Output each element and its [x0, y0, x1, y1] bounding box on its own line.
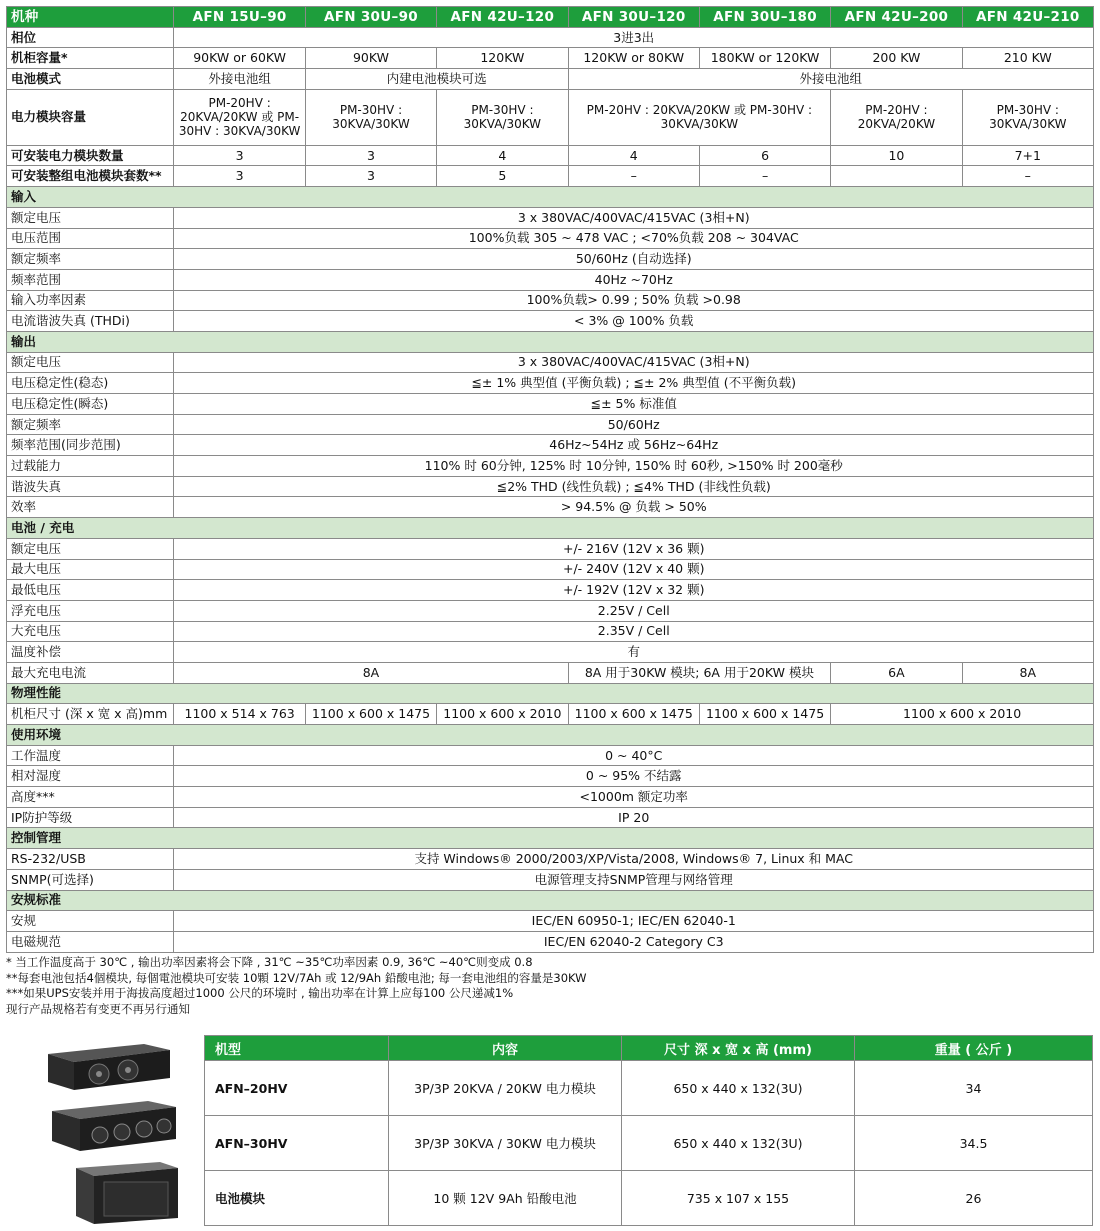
section-header [7, 518, 1094, 539]
row-label: 额定电压 [7, 207, 174, 228]
header-cell: AFN 30U–120 [568, 7, 699, 28]
row-label: 机柜尺寸 (深 x 宽 x 高)mm [7, 704, 174, 725]
table-row [7, 373, 1094, 394]
row-value: 电源管理支持SNMP管理与网络管理 [174, 869, 1094, 890]
table-row [7, 414, 1094, 435]
cell: 1100 x 600 x 1475 [568, 704, 699, 725]
row-value: 0 ~ 95% 不结露 [174, 766, 1094, 787]
footnote: * 当工作温度高于 30℃ , 输出功率因素将会下降 , 31℃ ~35℃功率因素 0.9, 36℃ ~40℃则变成 0.8 [6, 955, 533, 969]
row-value: +/- 240V (12V x 40 颗) [174, 559, 1094, 580]
cell: AFN–20HV [205, 1061, 389, 1116]
row-label: 机柜容量* [7, 48, 174, 69]
table-row [7, 394, 1094, 415]
row-value: <1000m 额定功率 [174, 787, 1094, 808]
header-cell: 机型 [205, 1036, 389, 1061]
cell: PM-20HV : 20KVA/20KW 或 PM-30HV : 30KVA/30KW [174, 89, 305, 145]
cell: PM-20HV : 20KVA/20KW 或 PM-30HV : 30KVA/30KW [568, 89, 831, 145]
table-row [7, 89, 1094, 145]
row-label: RS-232/USB [7, 849, 174, 870]
row-value: 0 ~ 40°C [174, 745, 1094, 766]
row-label: IP防护等级 [7, 807, 174, 828]
row-label: 大充电压 [7, 621, 174, 642]
footnote: 现行产品规格若有变更不再另行通知 [6, 1001, 190, 1016]
row-value: IEC/EN 62040-2 Category C3 [174, 931, 1094, 952]
header-cell: 尺寸 深 x 宽 x 高 (mm) [622, 1036, 855, 1061]
cell: 电池模块 [205, 1171, 389, 1226]
cell: 650 x 440 x 132(3U) [622, 1116, 855, 1171]
cell: 5 [437, 166, 568, 187]
row-value: +/- 216V (12V x 36 颗) [174, 538, 1094, 559]
table-row [7, 497, 1094, 518]
header-cell: 机种 [7, 7, 174, 28]
power-module-20hv-image [44, 1040, 172, 1092]
table-row [7, 704, 1094, 725]
footnotes [6, 955, 587, 1017]
row-value: 50/60Hz [174, 414, 1094, 435]
row-value: < 3% @ 100% 负载 [174, 311, 1094, 332]
table-row [7, 456, 1094, 477]
row-label: 最大电压 [7, 559, 174, 580]
table-row [7, 849, 1094, 870]
cell: PM-20HV : 20KVA/20KW [831, 89, 962, 145]
table-row [7, 600, 1094, 621]
section-title: 电池 / 充电 [7, 518, 1094, 539]
section-title: 输出 [7, 331, 1094, 352]
row-label: 温度补偿 [7, 642, 174, 663]
cell: 120KW or 80KW [568, 48, 699, 69]
table-row [7, 48, 1094, 69]
header-cell: AFN 42U–120 [437, 7, 568, 28]
cell: – [962, 166, 1093, 187]
table-row [7, 269, 1094, 290]
cell: – [699, 166, 830, 187]
section-title: 使用环境 [7, 725, 1094, 746]
table-row [205, 1171, 1093, 1226]
section-title: 输入 [7, 187, 1094, 208]
section-title: 物理性能 [7, 683, 1094, 704]
cell: 1100 x 600 x 1475 [699, 704, 830, 725]
row-label: 最低电压 [7, 580, 174, 601]
table-row [7, 476, 1094, 497]
cell: 6A [831, 662, 962, 683]
table-row [7, 559, 1094, 580]
row-label: 谐波失真 [7, 476, 174, 497]
section-title: 安规标准 [7, 890, 1094, 911]
section-title: 控制管理 [7, 828, 1094, 849]
row-label: 过载能力 [7, 456, 174, 477]
row-label: 电压范围 [7, 228, 174, 249]
footnote: ***如果UPS安装并用于海拔高度超过1000 公尺的环境时 , 输出功率在计算上应每100 公尺递减1% [6, 986, 514, 1000]
row-label: 可安装整组电池模块套数** [7, 166, 174, 187]
row-label: 电磁规范 [7, 931, 174, 952]
row-label: 效率 [7, 497, 174, 518]
row-label: 频率范围(同步范围) [7, 435, 174, 456]
cell: 外接电池组 [568, 69, 1093, 90]
row-value: 3 x 380VAC/400VAC/415VAC (3相+N) [174, 207, 1094, 228]
header-cell: AFN 15U–90 [174, 7, 305, 28]
cell: 90KW [305, 48, 436, 69]
row-label: 浮充电压 [7, 600, 174, 621]
row-label: 相对湿度 [7, 766, 174, 787]
row-value: IP 20 [174, 807, 1094, 828]
table-row [7, 145, 1094, 166]
section-header [7, 331, 1094, 352]
row-value: 2.25V / Cell [174, 600, 1094, 621]
row-label: 频率范围 [7, 269, 174, 290]
footnote: **每套电池包括4個模块, 每個電池模块可安装 10顆 12V/7Ah 或 12/9Ah 鉛酸电池; 每一套电池组的容量是30KW [6, 970, 587, 985]
row-value: 有 [174, 642, 1094, 663]
row-label: 额定频率 [7, 249, 174, 270]
row-value: 100%负载> 0.99 ; 50% 负载 >0.98 [174, 290, 1094, 311]
section-header [7, 187, 1094, 208]
row-value: IEC/EN 60950-1; IEC/EN 62040-1 [174, 911, 1094, 932]
table-row [7, 745, 1094, 766]
section-header [7, 725, 1094, 746]
table-row [7, 869, 1094, 890]
cell: 90KW or 60KW [174, 48, 305, 69]
cell: 34 [855, 1061, 1093, 1116]
row-value: 3进3出 [174, 27, 1094, 48]
row-value: 支持 Windows® 2000/2003/XP/Vista/2008, Windows® 7, Linux 和 MAC [174, 849, 1094, 870]
row-value: +/- 192V (12V x 32 颗) [174, 580, 1094, 601]
row-label: 高度*** [7, 787, 174, 808]
table-row [7, 352, 1094, 373]
cell: 1100 x 600 x 2010 [831, 704, 1094, 725]
cell: 10 [831, 145, 962, 166]
cell: 650 x 440 x 132(3U) [622, 1061, 855, 1116]
cell: 4 [568, 145, 699, 166]
table-row [205, 1061, 1093, 1116]
header-cell: AFN 30U–90 [305, 7, 436, 28]
cell: – [568, 166, 699, 187]
module-header-row [205, 1036, 1093, 1061]
row-value: 50/60Hz (自动选择) [174, 249, 1094, 270]
row-value: 3 x 380VAC/400VAC/415VAC (3相+N) [174, 352, 1094, 373]
cell: PM-30HV : 30KVA/30KW [437, 89, 568, 145]
table-row [7, 166, 1094, 187]
table-row [7, 311, 1094, 332]
table-row [7, 807, 1094, 828]
table-row [7, 621, 1094, 642]
power-module-30hv-image [48, 1097, 178, 1153]
table-row [7, 538, 1094, 559]
header-cell: AFN 30U–180 [699, 7, 830, 28]
row-label: 相位 [7, 27, 174, 48]
cell: 3 [305, 145, 436, 166]
table-row [7, 931, 1094, 952]
section-header [7, 828, 1094, 849]
header-cell: AFN 42U–200 [831, 7, 962, 28]
cell: 735 x 107 x 155 [622, 1171, 855, 1226]
row-value: 46Hz~54Hz 或 56Hz~64Hz [174, 435, 1094, 456]
cell: 34.5 [855, 1116, 1093, 1171]
table-row [7, 207, 1094, 228]
row-label: 电池模式 [7, 69, 174, 90]
module-table [204, 1035, 1093, 1226]
row-value: 40Hz ~70Hz [174, 269, 1094, 290]
table-row [7, 290, 1094, 311]
spec-header-row [7, 7, 1094, 28]
table-row [7, 787, 1094, 808]
cell: 26 [855, 1171, 1093, 1226]
row-label: SNMP(可选择) [7, 869, 174, 890]
cell: 8A 用于30KW 模块; 6A 用于20KW 模块 [568, 662, 831, 683]
row-value: 110% 时 60分钟, 125% 时 10分钟, 150% 时 60秒, >150% 时 200毫秒 [174, 456, 1094, 477]
cell: 180KW or 120KW [699, 48, 830, 69]
cell: 3P/3P 30KVA / 30KW 电力模块 [389, 1116, 622, 1171]
row-value: > 94.5% @ 负载 > 50% [174, 497, 1094, 518]
cell: 210 KW [962, 48, 1093, 69]
cell: 200 KW [831, 48, 962, 69]
header-cell: AFN 42U–210 [962, 7, 1093, 28]
row-label: 额定电压 [7, 352, 174, 373]
row-value: 2.35V / Cell [174, 621, 1094, 642]
cell: 外接电池组 [174, 69, 305, 90]
row-label: 输入功率因素 [7, 290, 174, 311]
table-row [7, 228, 1094, 249]
cell: 120KW [437, 48, 568, 69]
table-row [7, 69, 1094, 90]
battery-module-image [70, 1160, 180, 1226]
cell: 3P/3P 20KVA / 20KW 电力模块 [389, 1061, 622, 1116]
cell: 4 [437, 145, 568, 166]
header-cell: 重量 ( 公斤 ) [855, 1036, 1093, 1061]
row-label: 安规 [7, 911, 174, 932]
cell: 8A [174, 662, 568, 683]
cell: PM-30HV : 30KVA/30KW [305, 89, 436, 145]
cell: 1100 x 600 x 2010 [437, 704, 568, 725]
header-cell: 内容 [389, 1036, 622, 1061]
row-value: ≦± 5% 标准值 [174, 394, 1094, 415]
cell: 10 颗 12V 9Ah 铅酸电池 [389, 1171, 622, 1226]
cell [831, 166, 962, 187]
section-header [7, 683, 1094, 704]
row-label: 额定电压 [7, 538, 174, 559]
row-label: 最大充电电流 [7, 662, 174, 683]
row-label: 电压稳定性(稳态) [7, 373, 174, 394]
cell: 3 [305, 166, 436, 187]
cell: AFN–30HV [205, 1116, 389, 1171]
table-row [7, 27, 1094, 48]
row-value: ≦2% THD (线性负载) ; ≦4% THD (非线性负载) [174, 476, 1094, 497]
row-label: 电流谐波失真 (THDi) [7, 311, 174, 332]
cell: 3 [174, 166, 305, 187]
cell: 6 [699, 145, 830, 166]
cell: 1100 x 600 x 1475 [305, 704, 436, 725]
cell: 1100 x 514 x 763 [174, 704, 305, 725]
row-label: 可安装电力模块数量 [7, 145, 174, 166]
row-value: ≦± 1% 典型值 (平衡负载) ; ≦± 2% 典型值 (不平衡负载) [174, 373, 1094, 394]
table-row [205, 1116, 1093, 1171]
table-row [7, 580, 1094, 601]
row-label: 额定频率 [7, 414, 174, 435]
cell: 内建电池模块可选 [305, 69, 568, 90]
spec-table [6, 6, 1094, 953]
section-header [7, 890, 1094, 911]
table-row [7, 766, 1094, 787]
table-row [7, 911, 1094, 932]
table-row [7, 642, 1094, 663]
cell: 7+1 [962, 145, 1093, 166]
cell: PM-30HV : 30KVA/30KW [962, 89, 1093, 145]
cell: 3 [174, 145, 305, 166]
row-label: 电力模块容量 [7, 89, 174, 145]
row-label: 工作温度 [7, 745, 174, 766]
table-row [7, 249, 1094, 270]
table-row [7, 435, 1094, 456]
cell: 8A [962, 662, 1093, 683]
table-row [7, 662, 1094, 683]
row-label: 电压稳定性(瞬态) [7, 394, 174, 415]
row-value: 100%负载 305 ~ 478 VAC ; <70%负载 208 ~ 304VAC [174, 228, 1094, 249]
